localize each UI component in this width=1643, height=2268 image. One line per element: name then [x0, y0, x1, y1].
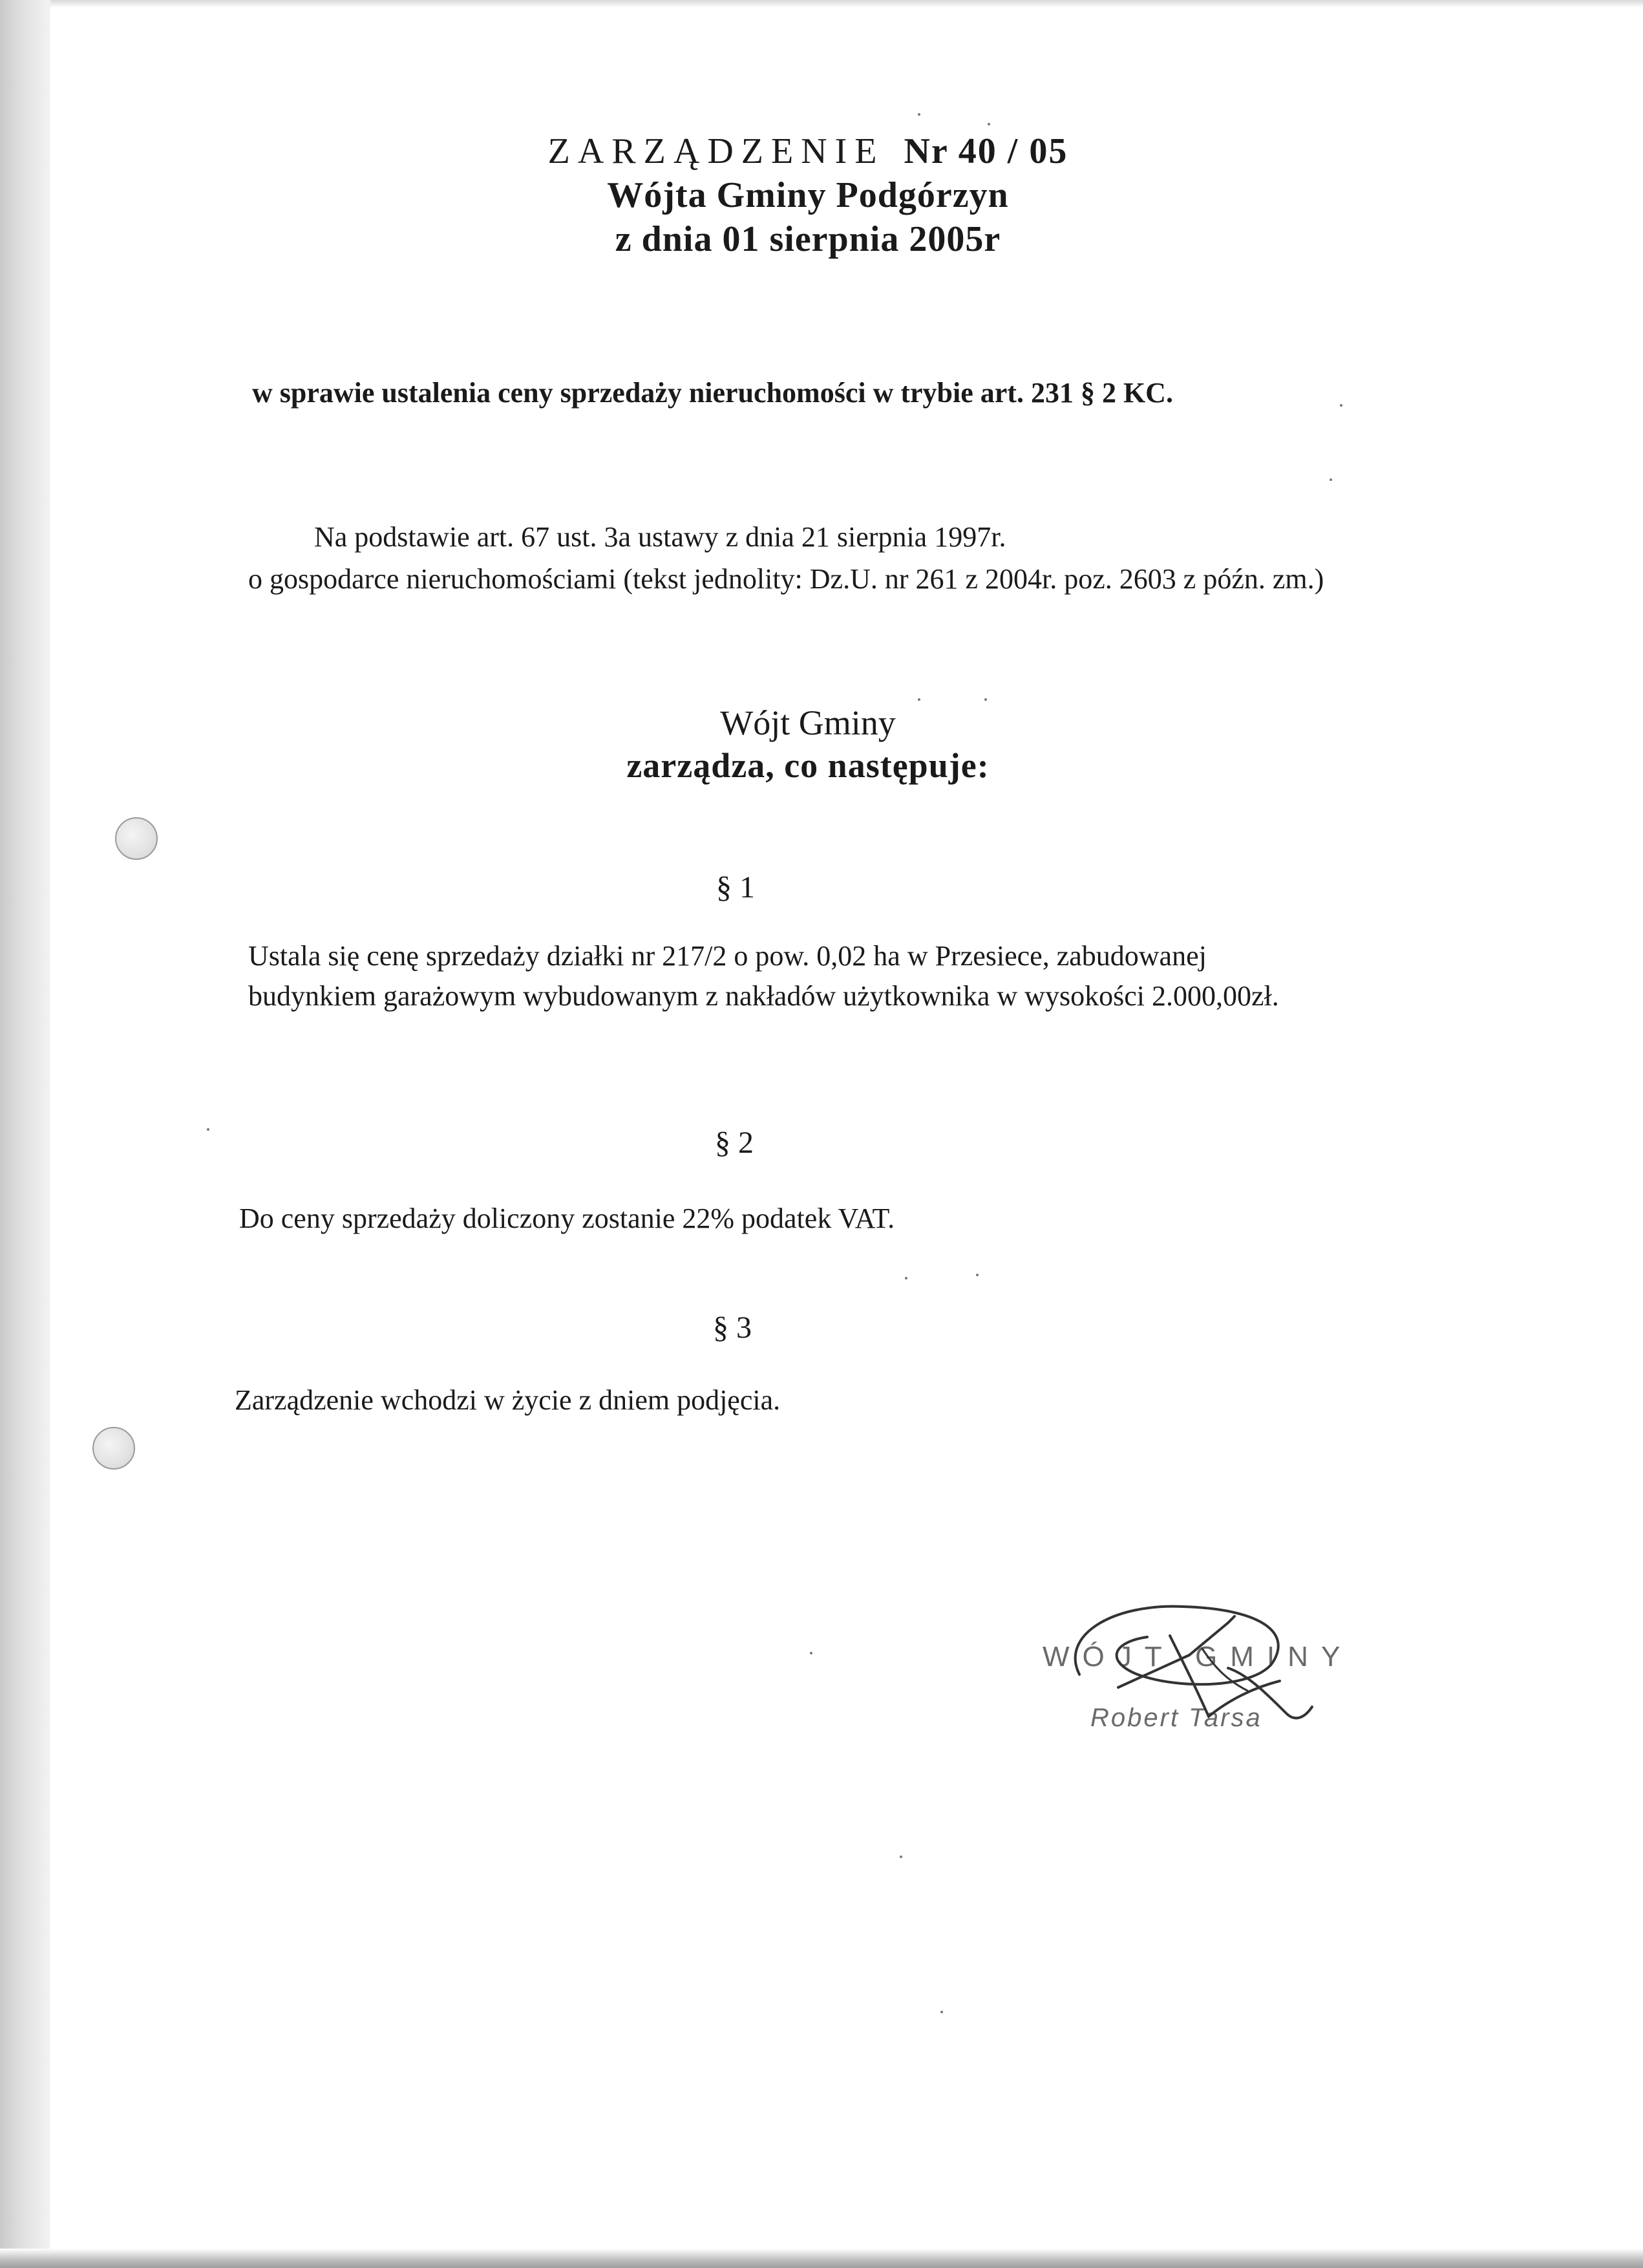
- scan-speck: [940, 2011, 943, 2013]
- official-stamp: [1031, 1629, 1353, 1752]
- section-2-line-1: Do ceny sprzedaży doliczony zostanie 22% podatek VAT.: [239, 1203, 895, 1234]
- punch-hole: [115, 817, 158, 860]
- scan-speck: [988, 123, 990, 125]
- scan-speck: [918, 113, 920, 116]
- scan-speck: [1340, 404, 1342, 407]
- section-1-line-2: budynkiem garażowym wybudowanym z nakładów użytkownika w wysokości 2.000,00zł.: [248, 980, 1279, 1012]
- scan-speck: [810, 1652, 812, 1654]
- legal-basis-line-2: o gospodarce nieruchomościami (tekst jednolity: Dz.U. nr 261 z 2004r. poz. 2603 z późn. zm.): [248, 563, 1324, 595]
- title-line-1: [388, 129, 1228, 173]
- scan-edge-top: [0, 0, 1643, 8]
- section-3-text: [235, 1380, 780, 1420]
- legal-basis-line-1: Na podstawie art. 67 ust. 3a ustawy z dnia 21 sierpnia 1997r.: [314, 521, 1006, 553]
- title-word: ZARZĄDZENIE: [547, 131, 885, 171]
- decree-intro: [452, 701, 1163, 787]
- section-mark-3: § 3: [713, 1311, 752, 1345]
- section-1-line-1: Ustala się cenę sprzedaży działki nr 217/2 o pow. 0,02 ha w Przesiece, zabudowanej: [248, 940, 1207, 972]
- stamp-name: Robert Tarsa: [1090, 1704, 1262, 1732]
- section-3-line-1: Zarządzenie wchodzi w życie z dniem podjęcia.: [235, 1384, 781, 1416]
- decree-intro-line-1: Wójt Gminy: [720, 703, 896, 742]
- title-line-3: z dnia 01 sierpnia 2005r: [615, 219, 1001, 259]
- title-line-2: Wójta Gminy Podgórzyn: [607, 175, 1009, 215]
- document-subject: w sprawie ustalenia ceny sprzedaży nieruchomości w trybie art. 231 § 2 KC.: [252, 377, 1173, 409]
- scan-edge-left: [0, 0, 50, 2268]
- title-number: Nr 40 / 05: [904, 131, 1068, 171]
- section-mark-1: § 1: [716, 870, 755, 904]
- section-mark-2: § 2: [715, 1126, 754, 1160]
- document-title: [388, 129, 1228, 261]
- scan-speck: [900, 1856, 902, 1858]
- scan-speck: [905, 1277, 907, 1279]
- scan-speck: [207, 1128, 209, 1131]
- scan-speck: [976, 1274, 979, 1276]
- scan-speck: [984, 698, 987, 701]
- stamp-title: WÓJT GMINY: [1043, 1641, 1353, 1673]
- scan-speck: [918, 698, 920, 701]
- punch-hole: [92, 1427, 135, 1470]
- section-1-text: [248, 936, 1279, 1016]
- section-2-text: [239, 1199, 895, 1239]
- decree-intro-line-2: zarządza, co następuje:: [626, 746, 990, 785]
- scan-edge-bottom: [0, 2249, 1643, 2268]
- scan-speck: [1330, 478, 1332, 481]
